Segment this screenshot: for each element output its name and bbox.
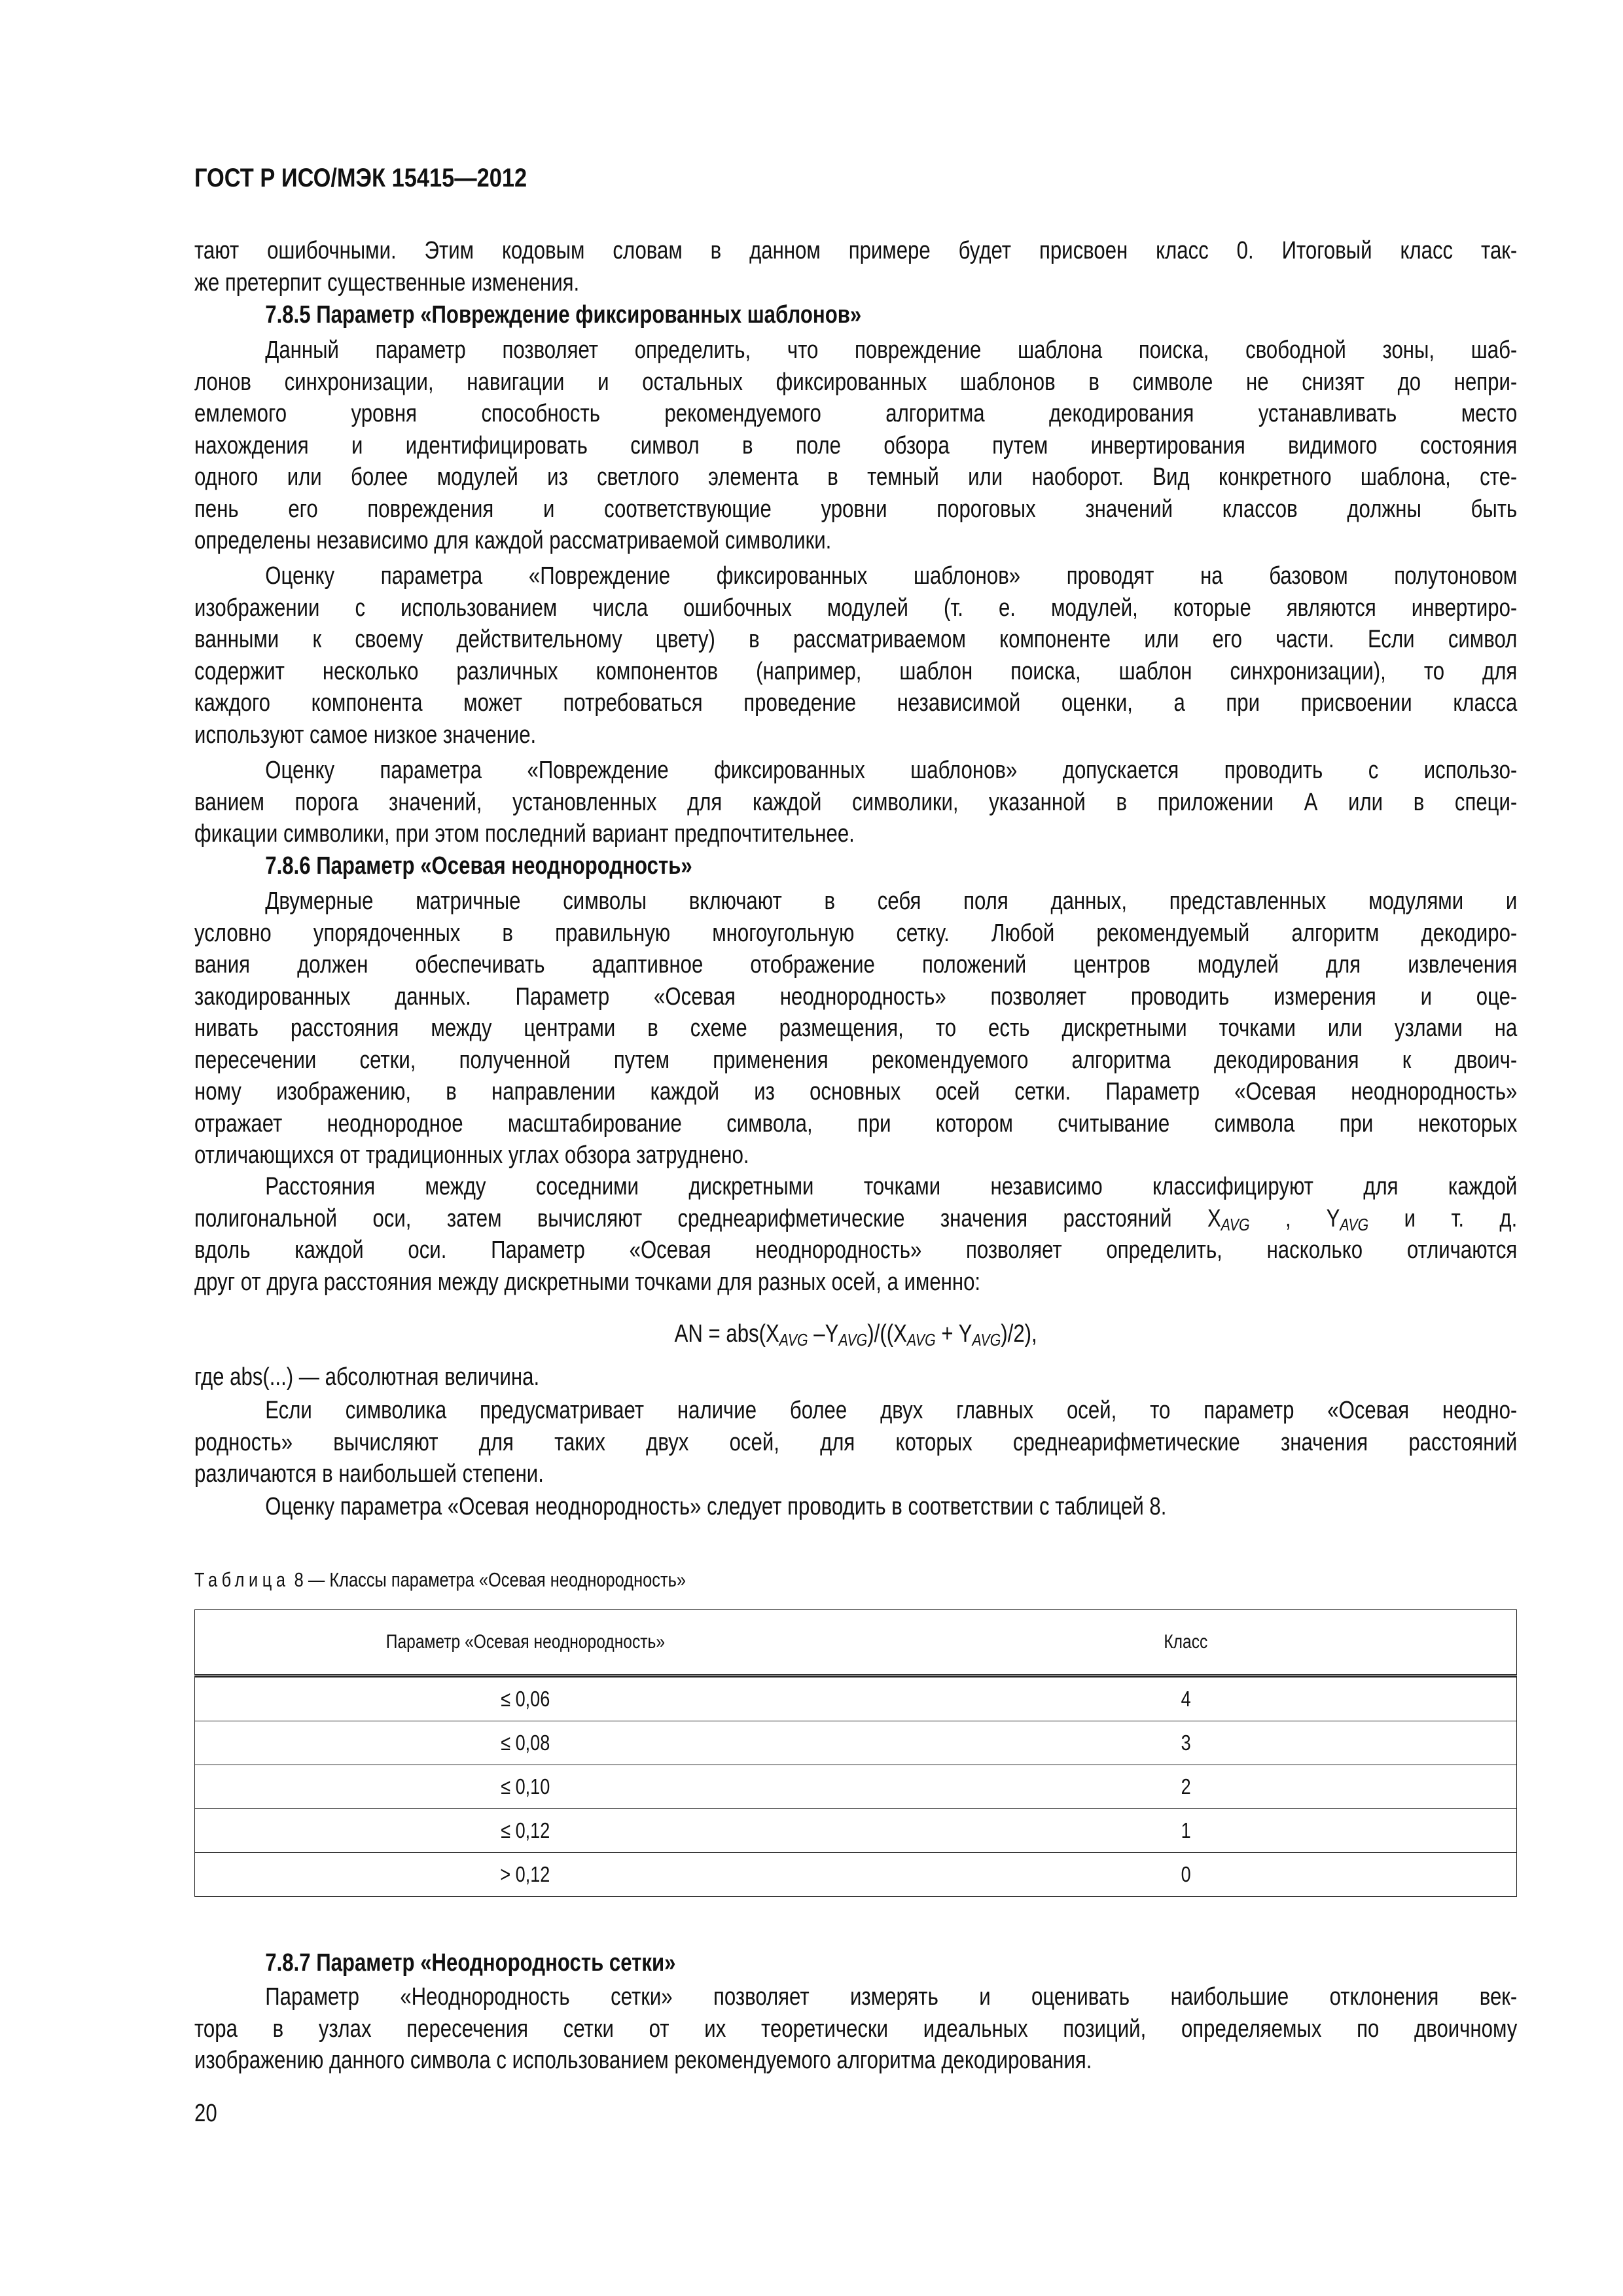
- text-line: ванными к своему действительному цвету) в рассматриваемом компоненте или его части. Если символ: [194, 626, 1518, 653]
- class-cell: 0: [856, 1853, 1517, 1897]
- text-line: Если символика предусматривает наличие более двух главных осей, то параметр «Осевая неодно-: [265, 1397, 1518, 1424]
- text-line: же претерпит существенные изменения.: [194, 268, 580, 296]
- text-line: Параметр «Неоднородность сетки» позволяет измерять и оценивать наибольшие отклонения век-: [265, 1983, 1518, 2011]
- text-line: изображению данного символа с использованием рекомендуемого алгоритма декодирования.: [194, 2047, 1092, 2074]
- text-segment: –Y: [808, 1320, 839, 1348]
- parameter-cell: ≤ 0,08: [195, 1721, 856, 1765]
- table-header-row: [195, 1610, 1517, 1676]
- page-number: 20: [194, 2100, 217, 2127]
- class-cell: 1: [856, 1809, 1517, 1853]
- parameter-cell: ≤ 0,06: [195, 1676, 856, 1721]
- section-heading: [194, 299, 1517, 331]
- text-line: отражает неоднородное масштабирование символа, при котором считывание символа при некоторых: [194, 1109, 1518, 1138]
- paragraph: [194, 1491, 1517, 1523]
- text-segment: AN = abs(X: [674, 1320, 779, 1348]
- paragraph: [194, 886, 1517, 1172]
- formula: [194, 1318, 1517, 1350]
- text-line: ванием порога значений, установленных для каждой символики, указанной в приложении А или в специ-: [194, 788, 1518, 816]
- text-line: Оценку параметра «Повреждение фиксированных шаблонов» проводят на базовом полутоновом: [265, 562, 1518, 590]
- text-line: закодированных данных. Параметр «Осевая неоднородность» позволяет проводить измерения и оце-: [194, 982, 1518, 1011]
- text-line: каждого компонента может потребоваться проведение независимой оценки, а при присвоении класса: [194, 689, 1518, 717]
- table-row: [195, 1676, 1517, 1721]
- subscript: AVG: [838, 1330, 868, 1350]
- subscript: AVG: [779, 1330, 808, 1350]
- paragraph: [194, 560, 1517, 751]
- text-line: Оценку параметра «Повреждение фиксированных шаблонов» допускается проводить с использо-: [265, 757, 1518, 784]
- paragraph: [194, 235, 1517, 298]
- heading-text: 7.8.7 Параметр «Неоднородность сетки»: [265, 1949, 676, 1977]
- table-row: [195, 1853, 1517, 1897]
- text-segment: )/((X: [867, 1320, 907, 1348]
- text-line: пень его повреждения и соответствующие уровни пороговых значений классов должны быть: [194, 495, 1518, 523]
- text-line: используют самое низкое значение.: [194, 721, 537, 749]
- heading-text: 7.8.6 Параметр «Осевая неоднородность»: [265, 852, 692, 880]
- text-line: лонов синхронизации, навигации и остальных фиксированных шаблонов в символе не снизят до непри-: [194, 368, 1518, 396]
- text-segment: полигональной оси, затем вычисляют среднеарифметические значения расстояний X: [194, 1204, 1221, 1232]
- parameter-cell: > 0,12: [195, 1853, 856, 1897]
- axial-nonuniformity-table: [194, 1609, 1517, 1897]
- text-line: одного или более модулей из светлого элемента в темный или наоборот. Вид конкретного шаблона, сте-: [194, 463, 1518, 491]
- text-line: родность» вычисляют для таких двух осей, для которых среднеарифметические значения расстояний: [194, 1428, 1518, 1456]
- header-class: Класс: [856, 1610, 1517, 1676]
- text-line: Оценку параметра «Осевая неоднородность» следует проводить в соответствии с таблицей 8.: [265, 1493, 1167, 1520]
- document-header: ГОСТ Р ИСО/МЭК 15415—2012: [194, 164, 527, 192]
- subscript: AVG: [906, 1330, 936, 1350]
- text-line: емлемого уровня способность рекомендуемого алгоритма декодирования устанавливать место: [194, 400, 1518, 427]
- table-row: [195, 1721, 1517, 1765]
- text-line: вдоль каждой оси. Параметр «Осевая неоднородность» позволяет определить, насколько отличаются: [194, 1236, 1518, 1264]
- table-caption-label: Таблица: [194, 1568, 290, 1591]
- text-line: определены независимо для каждой рассматриваемой символики.: [194, 527, 832, 554]
- text-line: друг от друга расстояния между дискретными точками для разных осей, а именно:: [194, 1268, 981, 1296]
- text-line: различаются в наибольшей степени.: [194, 1460, 544, 1488]
- table-row: [195, 1809, 1517, 1853]
- text-line: тора в узлах пересечения сетки от их теоретически идеальных позиций, определяемых по двоичному: [194, 2015, 1518, 2043]
- class-cell: 4: [856, 1676, 1517, 1721]
- subscript: AVG: [972, 1330, 1001, 1350]
- table-caption-text: — Классы параметра «Осевая неоднородность»: [303, 1568, 686, 1591]
- text-line: изображении с использованием числа ошибочных модулей (т. е. модулей, которые являются инвертиро-: [194, 594, 1518, 622]
- heading-text: 7.8.5 Параметр «Повреждение фиксированных шаблонов»: [265, 301, 862, 329]
- text-line: где abs(...) — абсолютная величина.: [194, 1363, 540, 1391]
- text-line: фикации символики, при этом последний вариант предпочтительнее.: [194, 820, 855, 848]
- text-line: тают ошибочными. Этим кодовым словам в данном примере будет присвоен класс 0. Итоговый класс так-: [194, 237, 1518, 264]
- text-line: Двумерные матричные символы включают в себя поля данных, представленных модулями и: [265, 888, 1518, 915]
- text-line: нахождения и идентифицировать символ в поле обзора путем инвертирования видимого состояния: [194, 431, 1518, 459]
- table-caption-number: 8: [294, 1568, 304, 1591]
- text-line: условно упорядоченных в правильную многоугольную сетку. Любой рекомендуемый алгоритм декодиро-: [194, 919, 1518, 947]
- text-line: Расстояния между соседними дискретными точками независимо классифицируют для каждой: [265, 1173, 1518, 1200]
- parameter-cell: ≤ 0,10: [195, 1765, 856, 1809]
- section-heading: [194, 1947, 1517, 1979]
- paragraph: [194, 1171, 1517, 1298]
- text-line: Данный параметр позволяет определить, что повреждение шаблона поиска, свободной зоны, шаб-: [265, 336, 1518, 364]
- text-line: нивать расстояния между центрами в схеме размещения, то есть дискретными точками или узлами на: [194, 1014, 1518, 1042]
- text-line: вания должен обеспечивать адаптивное отображение положений центров модулей для извлечения: [194, 951, 1518, 978]
- text-line: [194, 1318, 1517, 1350]
- text-line: отличающихся от традиционных углах обзора затруднено.: [194, 1141, 749, 1169]
- class-cell: 2: [856, 1765, 1517, 1809]
- text-line: ному изображению, в направлении каждой из основных осей сетки. Параметр «Осевая неоднородность»: [194, 1078, 1518, 1105]
- header-parameter: Параметр «Осевая неоднородность»: [195, 1610, 856, 1676]
- text-segment: и т. д.: [1368, 1204, 1518, 1232]
- table-row: [195, 1765, 1517, 1809]
- class-cell: 3: [856, 1721, 1517, 1765]
- text-line: содержит несколько различных компонентов (например, шаблон поиска, шаблон синхронизации), то для: [194, 657, 1518, 685]
- text-segment: , Y: [1249, 1204, 1340, 1232]
- text-segment: + Y: [935, 1320, 972, 1348]
- paragraph: [194, 755, 1517, 850]
- paragraph: [194, 1361, 1517, 1393]
- paragraph: [194, 1981, 1517, 2077]
- section-heading: [194, 850, 1517, 882]
- text-segment: )/2),: [1001, 1320, 1037, 1348]
- paragraph: [194, 334, 1517, 557]
- text-line: [194, 1203, 1517, 1235]
- paragraph: [194, 1395, 1517, 1490]
- subscript: AVG: [1221, 1214, 1250, 1234]
- text-line: пересечении сетки, полученной путем применения рекомендуемого алгоритма декодирования к двоич-: [194, 1046, 1518, 1074]
- parameter-cell: ≤ 0,12: [195, 1809, 856, 1853]
- subscript: AVG: [1340, 1214, 1369, 1234]
- table-caption: [194, 1567, 1517, 1593]
